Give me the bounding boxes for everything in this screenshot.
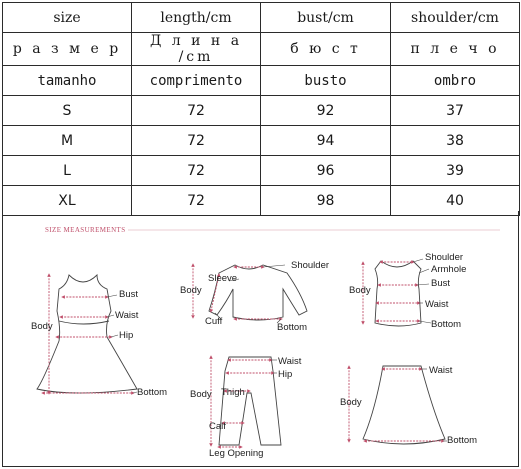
header-shoulder-ru: п л е ч о xyxy=(391,33,520,66)
tank-body-label: Body xyxy=(349,285,371,296)
cell-size: L xyxy=(3,156,132,186)
measurement-illustrations xyxy=(3,211,520,467)
table-row-l xyxy=(3,156,520,186)
diagram-title: SIZE MEASUREMENTS xyxy=(45,226,126,234)
pants-figure xyxy=(211,357,281,447)
skirt-bottom-label: Bottom xyxy=(447,435,478,446)
top-cuff-label: Cuff xyxy=(205,316,223,327)
tank-waist-label: Waist xyxy=(425,299,449,310)
cell-bust: 94 xyxy=(261,126,391,156)
header-length: length/cm xyxy=(132,3,261,33)
tank-armhole-label: Armhole xyxy=(431,264,467,275)
pants-calf-label: Calf xyxy=(209,421,226,432)
header-size: size xyxy=(3,3,132,33)
size-measurements-diagram xyxy=(2,211,519,467)
dress-waist-label: Waist xyxy=(115,310,139,321)
cell-size: M xyxy=(3,126,132,156)
tank-figure xyxy=(363,259,431,326)
table-row-m xyxy=(3,126,520,156)
cell-bust: 92 xyxy=(261,96,391,126)
header-bust-ru: б ю с т xyxy=(261,33,391,66)
cell-shoulder: 39 xyxy=(391,156,520,186)
header-shoulder: shoulder/cm xyxy=(391,3,520,33)
header-row-english xyxy=(3,3,520,33)
cell-shoulder: 37 xyxy=(391,96,520,126)
cell-bust: 96 xyxy=(261,156,391,186)
top-body-label: Body xyxy=(180,285,202,296)
dress-bust-label: Bust xyxy=(119,289,139,300)
pants-hip-label: Hip xyxy=(278,369,293,380)
header-bust-pt: busto xyxy=(261,66,391,96)
cell-length: 72 xyxy=(132,126,261,156)
pants-thigh-label: Thigh xyxy=(221,387,245,398)
header-size-ru: р а з м е р xyxy=(3,33,132,66)
table-row-s xyxy=(3,96,520,126)
tank-bottom-label: Bottom xyxy=(431,319,462,330)
header-bust: bust/cm xyxy=(261,3,391,33)
header-size-pt: tamanho xyxy=(3,66,132,96)
cell-length: 72 xyxy=(132,186,261,216)
header-length-pt: comprimento xyxy=(132,66,261,96)
header-row-portuguese xyxy=(3,66,520,96)
pants-body-label: Body xyxy=(190,389,212,400)
cell-length: 72 xyxy=(132,96,261,126)
skirt-body-label: Body xyxy=(340,397,362,408)
cell-bust: 98 xyxy=(261,186,391,216)
dress-bottom-label: Bottom xyxy=(137,387,168,398)
top-shoulder-label: Shoulder xyxy=(291,260,330,271)
size-chart-table xyxy=(2,2,520,216)
skirt-figure xyxy=(349,366,447,444)
tank-bust-label: Bust xyxy=(431,278,451,289)
cell-size: S xyxy=(3,96,132,126)
header-length-ru: Д л и н а /cm xyxy=(132,33,261,66)
pants-waist-label: Waist xyxy=(278,356,302,367)
dress-body-label: Body xyxy=(31,321,53,332)
cell-length: 72 xyxy=(132,156,261,186)
header-shoulder-pt: ombro xyxy=(391,66,520,96)
cell-shoulder: 40 xyxy=(391,186,520,216)
top-bottom-label: Bottom xyxy=(277,322,308,333)
tank-shoulder-label: Shoulder xyxy=(425,252,464,263)
top-sleeve-label: Sleeve xyxy=(208,273,238,284)
dress-hip-label: Hip xyxy=(119,330,134,341)
pants-leg-opening-label: Leg Opening xyxy=(209,448,264,459)
cell-shoulder: 38 xyxy=(391,126,520,156)
cell-size: XL xyxy=(3,186,132,216)
header-row-russian xyxy=(3,33,520,66)
skirt-waist-label: Waist xyxy=(429,365,453,376)
